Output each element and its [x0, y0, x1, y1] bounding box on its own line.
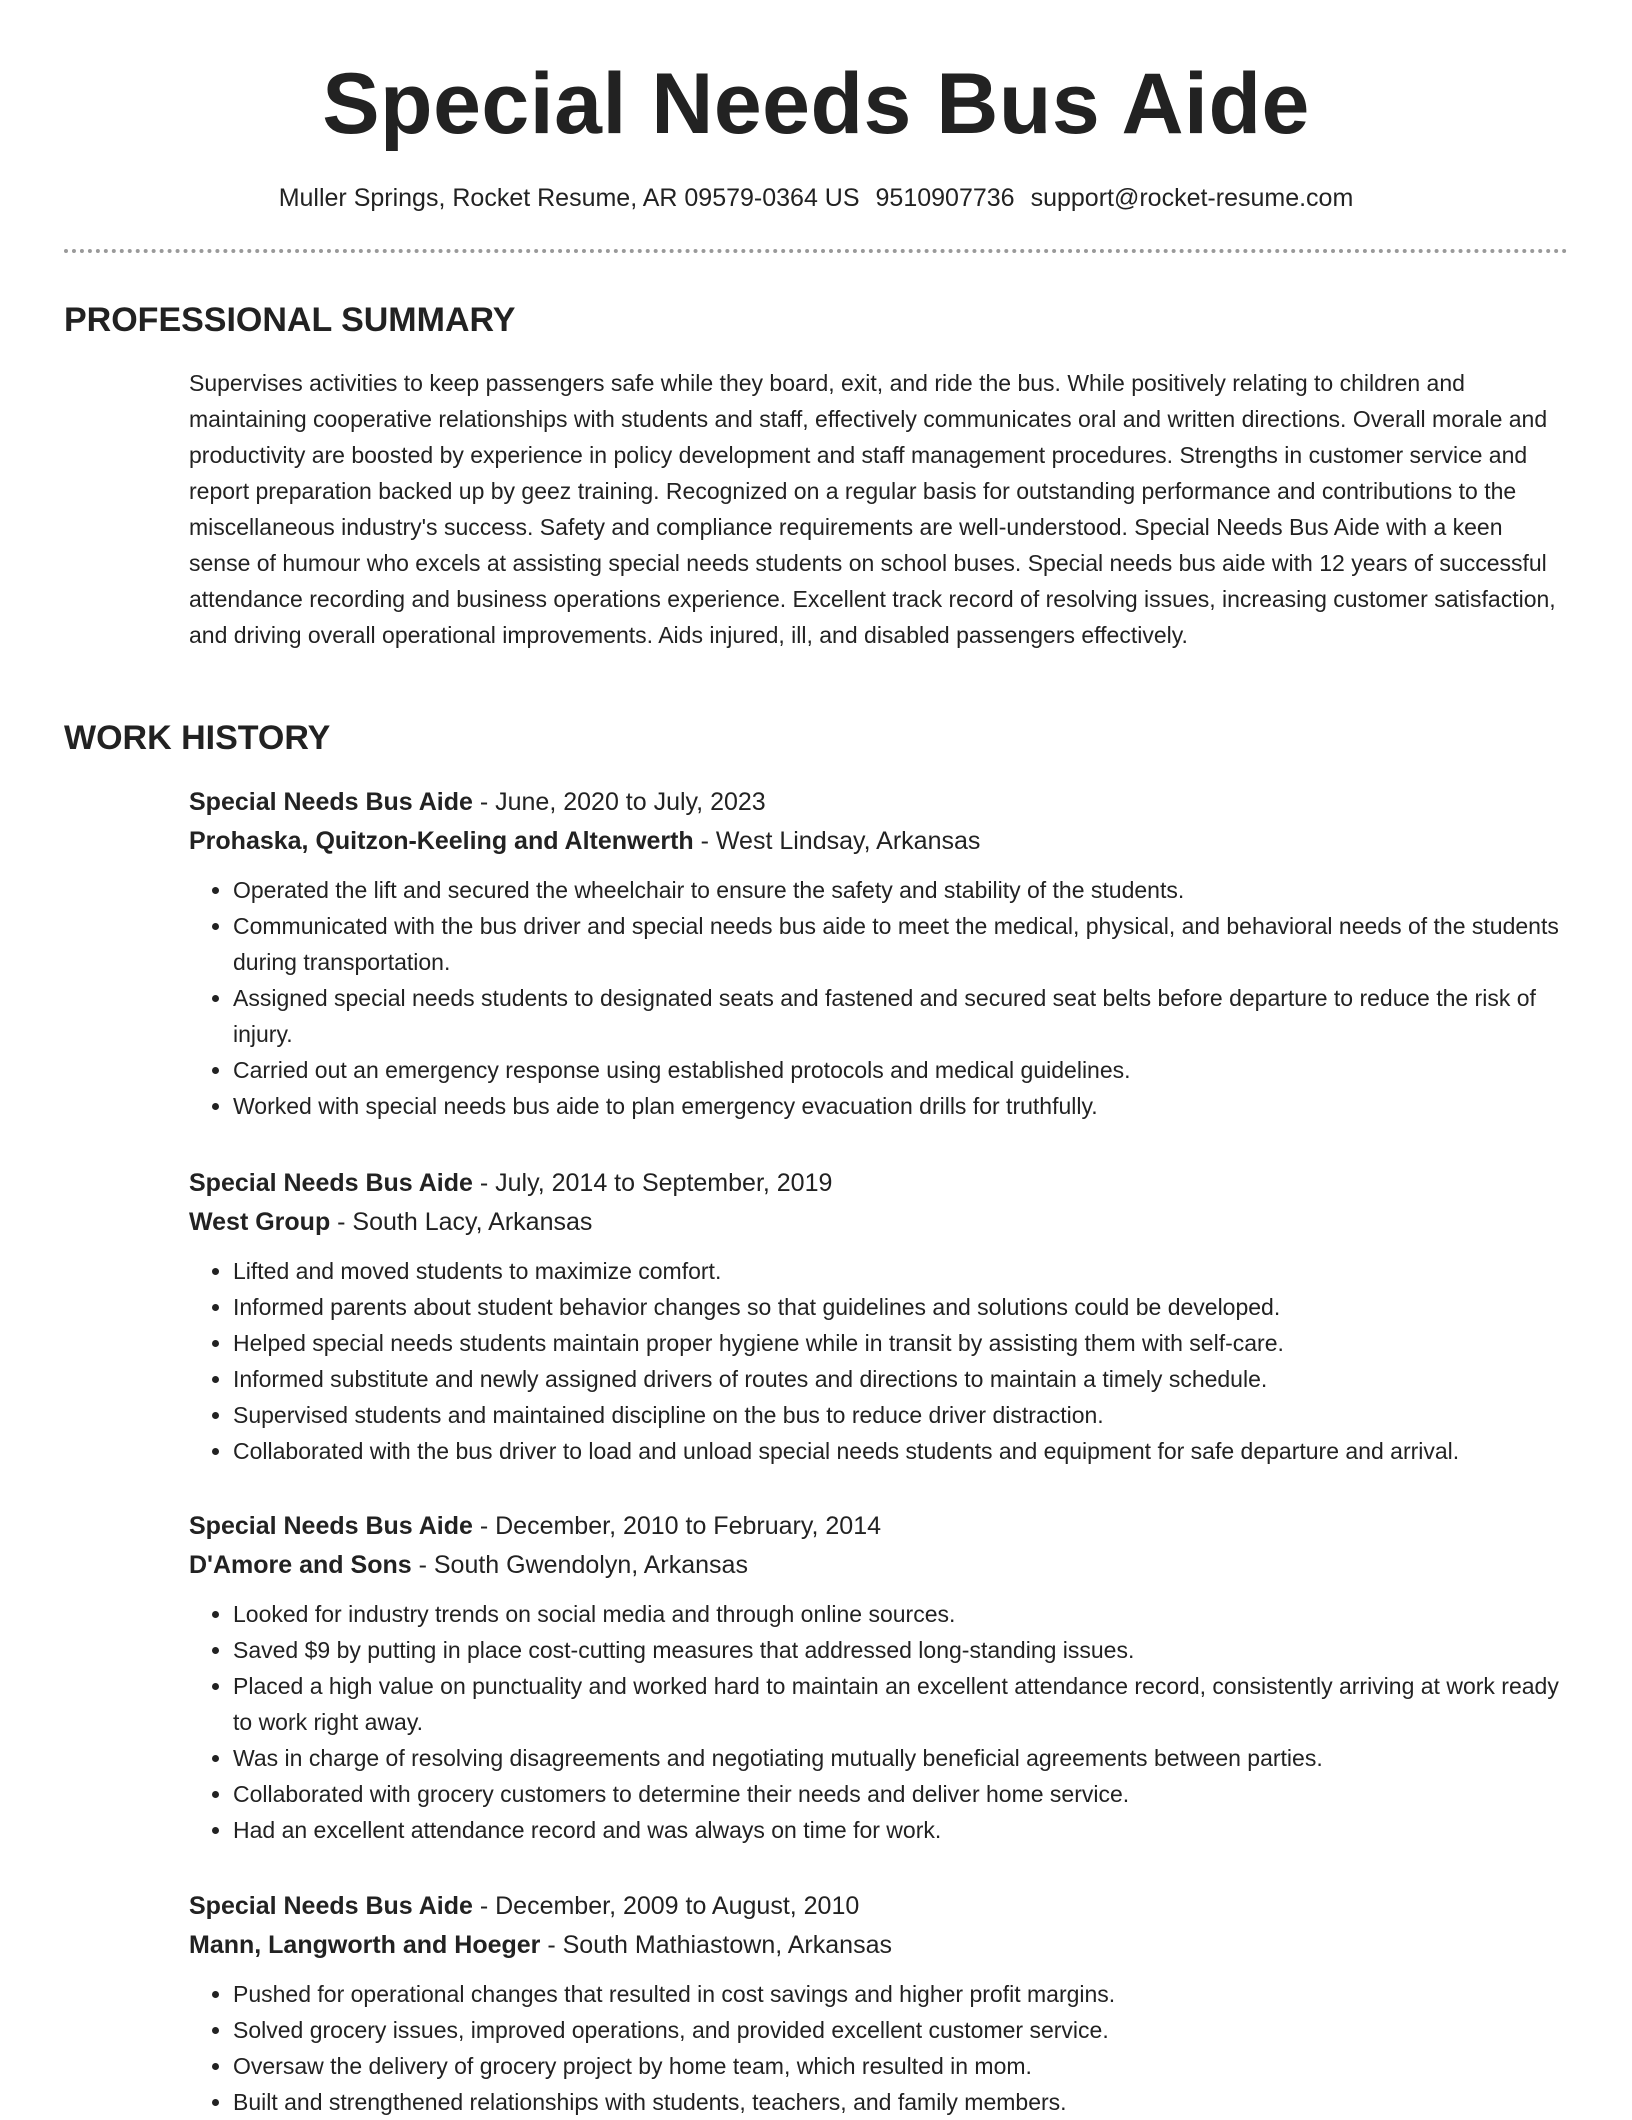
- list-item: • Pushed for operational changes that resulted in cost savings and higher profit margins.: [233, 1976, 1569, 2012]
- company-location: - South Gwendolyn, Arkansas: [411, 1551, 748, 1579]
- work-history-heading: WORK HISTORY: [64, 719, 331, 757]
- job-title: Special Needs Bus Aide: [189, 1892, 473, 1920]
- contact-line: [0, 180, 1632, 216]
- summary-heading: PROFESSIONAL SUMMARY: [64, 301, 516, 339]
- company-name: West Group: [189, 1208, 331, 1236]
- list-item: • Informed substitute and newly assigned drivers of routes and directions to maintain a timely schedule.: [233, 1361, 1569, 1397]
- job-title: Special Needs Bus Aide: [189, 1169, 473, 1197]
- list-item: • Looked for industry trends on social media and through online sources.: [233, 1596, 1569, 1632]
- list-item: • Carried out an emergency response using established protocols and medical guidelines.: [233, 1052, 1569, 1088]
- list-item: • Oversaw the delivery of grocery project by home team, which resulted in mom.: [233, 2048, 1569, 2084]
- job-dates: - June, 2020 to July, 2023: [472, 788, 766, 816]
- job-bullets: [189, 1253, 1569, 1469]
- summary-text: Supervises activities to keep passengers safe while they board, exit, and ride the bus. While positively relating to children and maintaining cooperative relationships with students and staff, effectively communicates oral and written directions. Overall morale and productivity are boosted by experience in policy development and staff management procedures. Strengths in customer service and report preparation backed up by geez training. Recognized on a regular basis for outstanding performance and contributions to the miscellaneous industry's success. Safety and compliance requirements are well-understood. Special Needs Bus Aide with a keen sense of humour who excels at assisting special needs students on school buses. Special needs bus aide with 12 years of successful attendance recording and business operations experience. Excellent track record of resolving issues, increasing customer satisfaction, and driving overall operational improvements. Aids injured, ill, and disabled passengers effectively.: [189, 370, 1556, 648]
- list-item: • Collaborated with the bus driver to load and unload special needs students and equipment for safe departure and arrival.: [233, 1433, 1569, 1469]
- page-title: Special Needs Bus Aide: [322, 56, 1310, 152]
- job-title-line: [189, 1507, 1569, 1546]
- job-title-line: [189, 1887, 1569, 1926]
- job-company-line: [189, 1926, 1569, 1965]
- job-bullets: [189, 1976, 1569, 2120]
- company-name: Mann, Langworth and Hoeger: [189, 1931, 541, 1959]
- list-item: • Built and strengthened relationships with students, teachers, and family members.: [233, 2084, 1569, 2120]
- list-item: • Collaborated with grocery customers to determine their needs and deliver home service.: [233, 1776, 1569, 1812]
- job-entry: [189, 1164, 1569, 1469]
- job-title: Special Needs Bus Aide: [189, 1512, 473, 1540]
- company-location: - West Lindsay, Arkansas: [693, 827, 981, 855]
- phone: 9510907736: [875, 184, 1015, 212]
- list-item: • Had an excellent attendance record and was always on time for work.: [233, 1812, 1569, 1848]
- job-dates: - December, 2009 to August, 2010: [472, 1892, 860, 1920]
- job-entry: [189, 1507, 1569, 1848]
- job-dates: - July, 2014 to September, 2019: [472, 1169, 833, 1197]
- company-location: - South Lacy, Arkansas: [330, 1208, 593, 1236]
- list-item: • Solved grocery issues, improved operations, and provided excellent customer service.: [233, 2012, 1569, 2048]
- job-bullets: [189, 872, 1569, 1124]
- job-title-line: [189, 783, 1569, 822]
- list-item: • Worked with special needs bus aide to plan emergency evacuation drills for truthfully.: [233, 1088, 1569, 1124]
- job-title-line: [189, 1164, 1569, 1203]
- job-company-line: [189, 1546, 1569, 1585]
- list-item: • Informed parents about student behavior changes so that guidelines and solutions could be developed.: [233, 1289, 1569, 1325]
- job-entry: [189, 783, 1569, 1124]
- list-item: • Communicated with the bus driver and special needs bus aide to meet the medical, physical, and behavioral needs of the students during transportation.: [233, 908, 1569, 980]
- company-name: D'Amore and Sons: [189, 1551, 412, 1579]
- email: support@rocket-resume.com: [1030, 184, 1354, 212]
- list-item: • Lifted and moved students to maximize comfort.: [233, 1253, 1569, 1289]
- job-entry: [189, 1887, 1569, 2120]
- list-item: • Was in charge of resolving disagreements and negotiating mutually beneficial agreements between parties.: [233, 1740, 1569, 1776]
- address: Muller Springs, Rocket Resume, AR 09579-0364 US: [278, 184, 860, 212]
- list-item: • Assigned special needs students to designated seats and fastened and secured seat belts before departure to reduce the risk of injury.: [233, 980, 1569, 1052]
- list-item: • Placed a high value on punctuality and worked hard to maintain an excellent attendance record, consistently arriving at work ready to work right away.: [233, 1668, 1569, 1740]
- header-divider: [64, 249, 1568, 253]
- job-company-line: [189, 1203, 1569, 1242]
- job-bullets: [189, 1596, 1569, 1848]
- job-dates: - December, 2010 to February, 2014: [472, 1512, 881, 1540]
- job-title: Special Needs Bus Aide: [189, 788, 473, 816]
- company-location: - South Mathiastown, Arkansas: [540, 1931, 892, 1959]
- list-item: • Supervised students and maintained discipline on the bus to reduce driver distraction.: [233, 1397, 1569, 1433]
- list-item: • Helped special needs students maintain proper hygiene while in transit by assisting them with self-care.: [233, 1325, 1569, 1361]
- list-item: • Operated the lift and secured the wheelchair to ensure the safety and stability of the students.: [233, 872, 1569, 908]
- list-item: • Saved $9 by putting in place cost-cutting measures that addressed long-standing issues.: [233, 1632, 1569, 1668]
- job-company-line: [189, 822, 1569, 861]
- company-name: Prohaska, Quitzon-Keeling and Altenwerth: [189, 827, 694, 855]
